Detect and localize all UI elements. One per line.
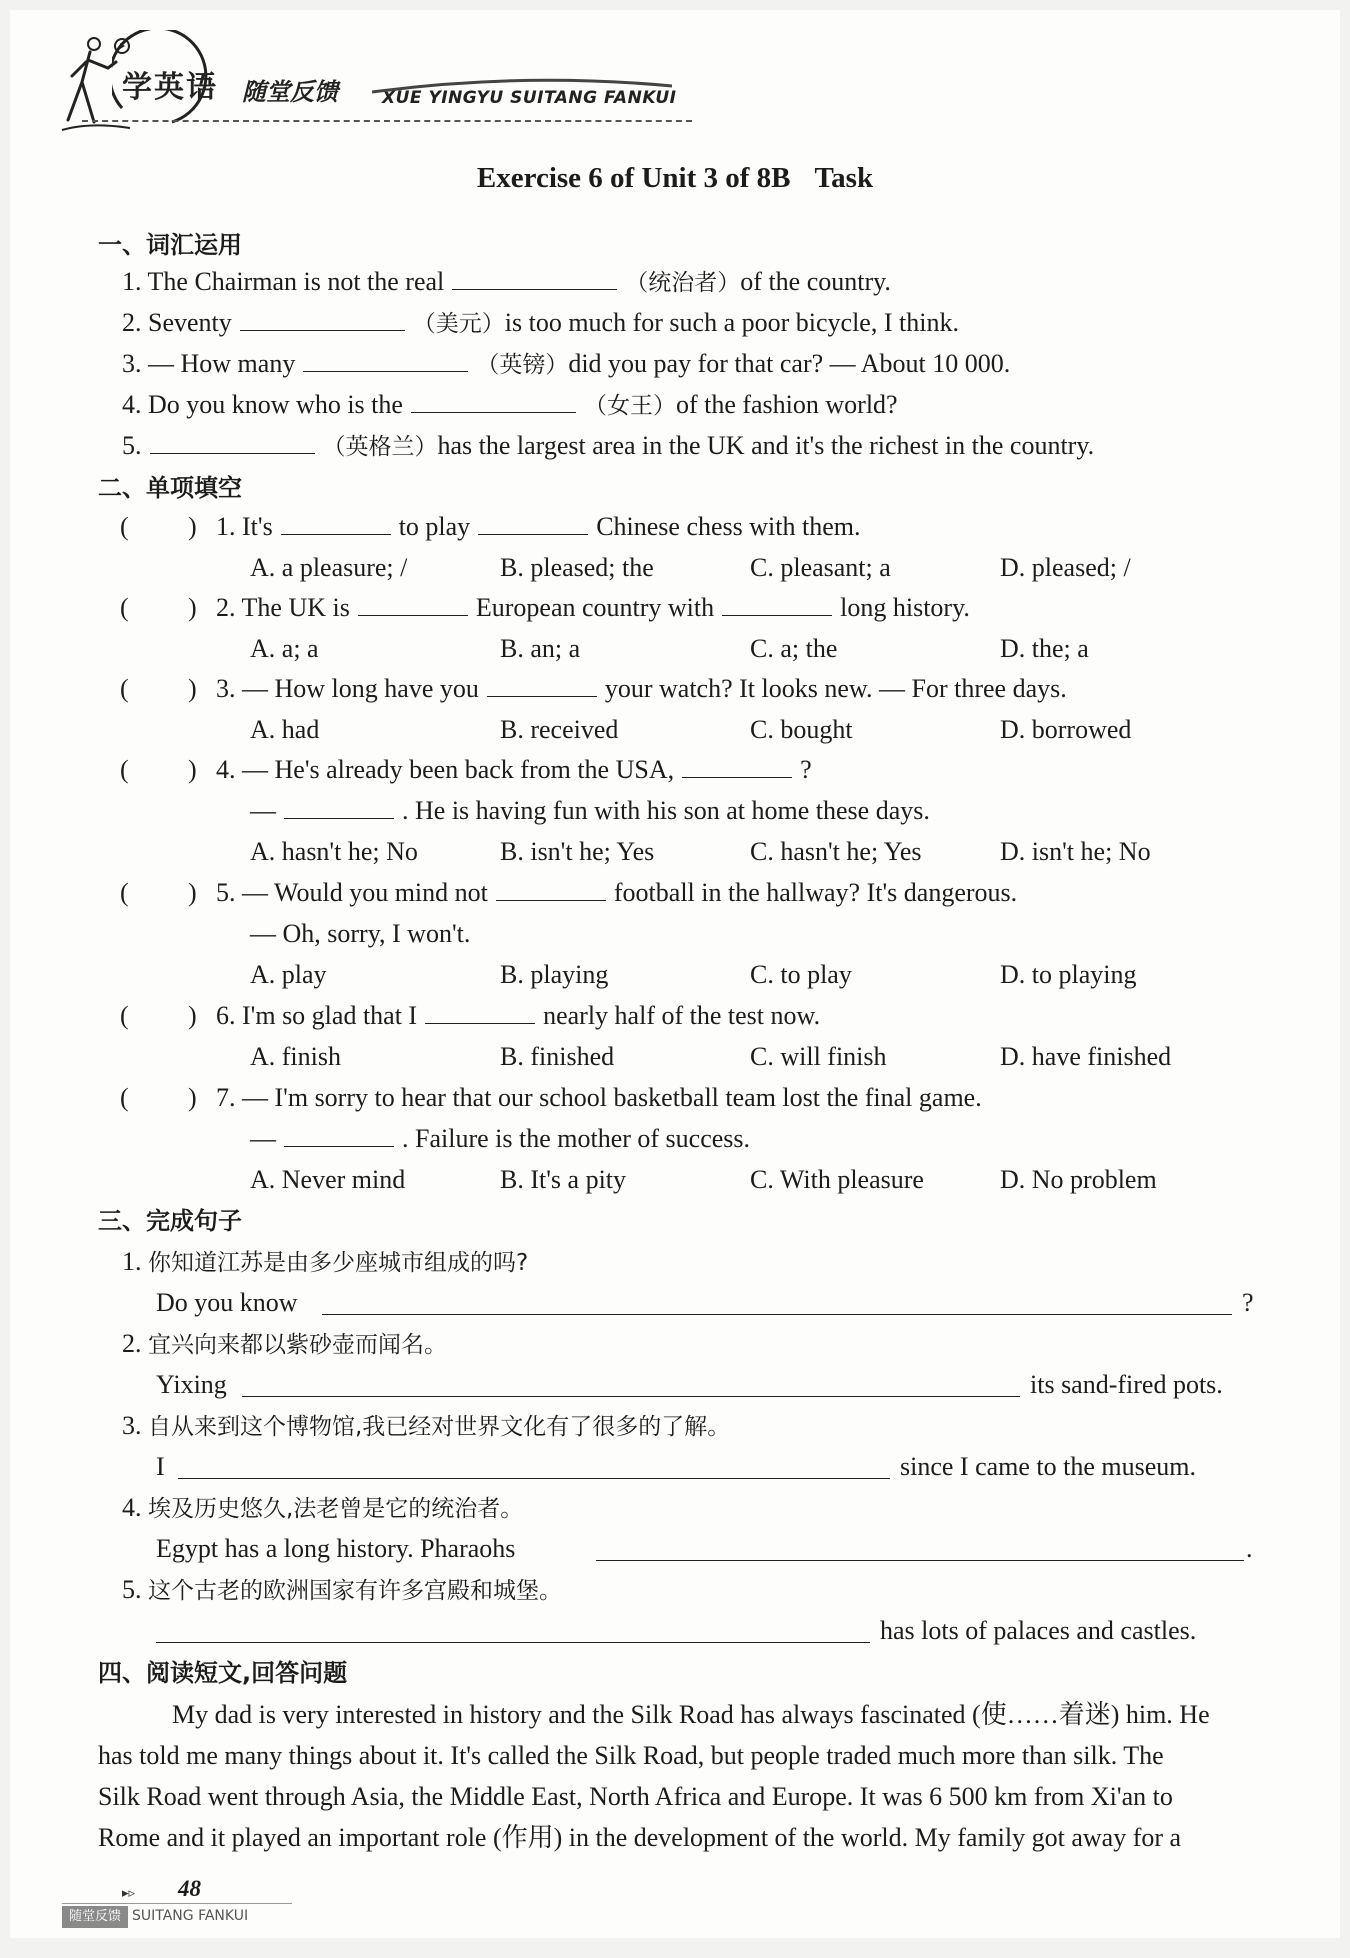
translate-item-4-end: . [1246,1534,1253,1563]
footer-pinyin: SUITANG FANKUI [132,1908,249,1924]
mc-option-a[interactable]: A. finish [250,1042,341,1071]
answer-paren-open: ( [120,1083,129,1112]
mc-option-d[interactable]: D. borrowed [1000,715,1132,744]
mc-option-a[interactable]: A. play [250,960,327,989]
translate-item-1-en: Do you know [156,1288,298,1317]
section2-heading: 二、单项填空 [98,474,242,502]
answer-paren-open: ( [120,674,129,703]
brand-title: 学英语 [122,70,218,105]
vocab-item-3: 3. — How many （英镑）did you pay for that car? — About 10 000. [122,349,1011,378]
mc-option-a[interactable]: A. hasn't he; No [250,837,418,866]
vocab-item-5: 5. （英格兰）has the largest area in the UK and it's the richest in the country. [122,431,1095,460]
answer-blank[interactable] [452,267,617,290]
translate-item-2-en: Yixing [156,1370,227,1399]
answer-blank[interactable] [281,512,391,535]
answer-paren-close: ) [188,674,197,703]
answer-paren-close: ) [188,593,197,622]
mc-question-2: 2. The UK is European country with long history. [216,593,970,622]
vocab-item-1: 1. The Chairman is not the real （统治者）of the country. [122,267,891,296]
answer-blank[interactable] [150,431,315,454]
worksheet-page [10,10,1340,1938]
mc-question-7-response: — . Failure is the mother of success. [250,1124,751,1153]
answer-paren-open: ( [120,1001,129,1030]
mc-option-b[interactable]: B. finished [500,1042,615,1071]
answer-paren-close: ) [188,755,197,784]
footer-badge: 随堂反馈 [62,1906,128,1928]
mc-option-c[interactable]: C. will finish [750,1042,887,1071]
mc-option-a[interactable]: A. a pleasure; / [250,553,408,582]
mc-option-c[interactable]: C. to play [750,960,852,989]
reading-line-2: has told me many things about it. It's called the Silk Road, but people traded much more than silk. The [98,1741,1164,1770]
mc-option-d[interactable]: D. No problem [1000,1165,1157,1194]
answer-blank[interactable] [496,878,606,901]
answer-paren-open: ( [120,593,129,622]
answer-paren-open: ( [120,878,129,907]
mc-option-d[interactable]: D. the; a [1000,634,1089,663]
mc-option-d[interactable]: D. to playing [1000,960,1137,989]
mc-question-5: 5. — Would you mind not football in the hallway? It's dangerous. [216,878,1018,907]
mc-option-a[interactable]: A. had [250,715,320,744]
reading-line-4: Rome and it played an important role (作用) in the development of the world. My family got away for a [98,1823,1182,1852]
mc-option-a[interactable]: A. a; a [250,634,319,663]
answer-blank[interactable] [240,308,405,331]
translate-item-5-end: has lots of palaces and castles. [880,1616,1197,1645]
answer-blank[interactable] [284,1124,394,1147]
translate-item-1-end: ? [1242,1288,1254,1317]
mc-option-b[interactable]: B. It's a pity [500,1165,627,1194]
translate-item-4-cn: 4. 埃及历史悠久,法老曾是它的统治者。 [122,1493,524,1522]
mc-option-c[interactable]: C. bought [750,715,853,744]
translate-item-3-cn: 3. 自从来到这个博物馆,我已经对世界文化有了很多的了解。 [122,1411,731,1440]
vocab-item-4: 4. Do you know who is the （女王）of the fashion world? [122,390,898,419]
mc-question-7: 7. — I'm sorry to hear that our school basketball team lost the final game. [216,1083,982,1112]
mc-option-c[interactable]: C. hasn't he; Yes [750,837,922,866]
brand-pinyin: XUE YINGYU SUITANG FANKUI [382,88,677,108]
answer-blank[interactable] [425,1001,535,1024]
answer-blank[interactable] [284,796,394,819]
section3-heading: 三、完成句子 [98,1207,242,1235]
answer-blank[interactable] [722,593,832,616]
translate-item-2-cn: 2. 宜兴向来都以紫砂壶而闻名。 [122,1329,447,1358]
mc-question-6: 6. I'm so glad that I nearly half of the test now. [216,1001,821,1030]
answer-paren-close: ) [188,878,197,907]
translate-item-2-end: its sand-fired pots. [1030,1370,1223,1399]
mc-option-c[interactable]: C. pleasant; a [750,553,891,582]
mc-option-d[interactable]: D. isn't he; No [1000,837,1151,866]
answer-paren-open: ( [120,755,129,784]
page-number: 48 [178,1876,201,1901]
mc-option-d[interactable]: D. have finished [1000,1042,1172,1071]
reading-line-3: Silk Road went through Asia, the Middle East, North Africa and Europe. It was 6 500 km from Xi'an to [98,1782,1173,1811]
translate-item-1-cn: 1. 你知道江苏是由多少座城市组成的吗? [122,1247,529,1276]
mc-question-3: 3. — How long have you your watch? It looks new. — For three days. [216,674,1067,703]
answer-line[interactable] [596,1559,1244,1561]
mc-option-b[interactable]: B. an; a [500,634,581,663]
reading-line-1: My dad is very interested in history and the Silk Road has always fascinated (使……着迷) him. He [172,1700,1210,1729]
mc-option-c[interactable]: C. a; the [750,634,838,663]
answer-blank[interactable] [303,349,468,372]
mc-option-a[interactable]: A. Never mind [250,1165,406,1194]
answer-blank[interactable] [487,674,597,697]
mc-question-4-response: — . He is having fun with his son at home these days. [250,796,930,825]
page-title: Exercise 6 of Unit 3 of 8B Task [476,162,874,194]
mc-question-5-response: — Oh, sorry, I won't. [250,919,471,948]
answer-blank[interactable] [411,390,576,413]
answer-paren-close: ) [188,512,197,541]
mc-option-b[interactable]: B. playing [500,960,609,989]
mc-option-b[interactable]: B. isn't he; Yes [500,837,655,866]
answer-paren-open: ( [120,512,129,541]
answer-paren-close: ) [188,1083,197,1112]
mc-option-b[interactable]: B. received [500,715,619,744]
answer-line[interactable] [178,1477,890,1479]
answer-blank[interactable] [682,755,792,778]
section4-heading: 四、阅读短文,回答问题 [98,1659,348,1687]
mc-option-d[interactable]: D. pleased; / [1000,553,1131,582]
section1-heading: 一、词汇运用 [98,231,242,259]
vocab-item-2: 2. Seventy （美元）is too much for such a poor bicycle, I think. [122,308,959,337]
translate-item-5-cn: 5. 这个古老的欧洲国家有许多宫殿和城堡。 [122,1575,562,1604]
answer-line[interactable] [322,1313,1232,1315]
mc-question-4: 4. — He's already been back from the USA, ? [216,755,812,784]
mc-option-c[interactable]: C. With pleasure [750,1165,924,1194]
answer-blank[interactable] [478,512,588,535]
answer-blank[interactable] [358,593,468,616]
answer-line[interactable] [156,1641,870,1643]
translate-item-3-en: I [156,1452,165,1481]
answer-paren-close: ) [188,1001,197,1030]
answer-line[interactable] [242,1395,1020,1397]
mc-option-b[interactable]: B. pleased; the [500,553,654,582]
mc-question-1: 1. It's to play Chinese chess with them. [216,512,861,541]
footer-divider [62,1903,292,1904]
brand-subtitle: 随堂反馈 [242,78,338,106]
footer-arrow-icon: ▸▹ [122,1886,136,1901]
translate-item-4-en: Egypt has a long history. Pharaohs [156,1534,516,1563]
translate-item-3-end: since I came to the museum. [900,1452,1197,1481]
